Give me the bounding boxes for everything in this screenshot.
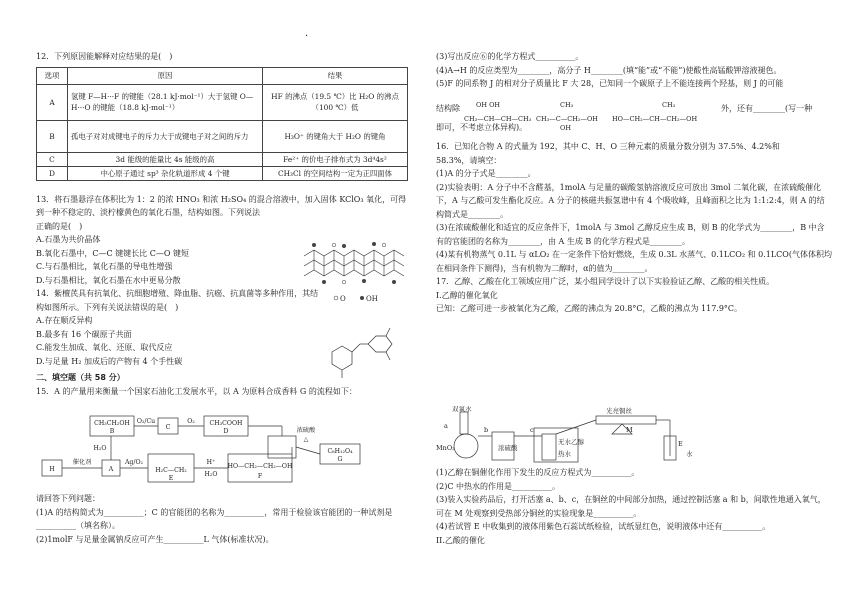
q15-part-3: (3)写出反应⑥的化学方程式__________。 bbox=[436, 52, 584, 61]
label-hot-water: 热水 bbox=[558, 450, 571, 458]
section-2-heading: 二、填空题（共 58 分） bbox=[36, 373, 125, 382]
struct2-oh: OH bbox=[560, 124, 571, 131]
q16-part-1: (1)A 的分子式是________。 bbox=[436, 169, 536, 178]
label-ethanol: 无水乙醇 bbox=[558, 438, 584, 446]
flow-b-letter: B bbox=[109, 428, 115, 435]
flow-h-label: H bbox=[49, 466, 55, 473]
flow-cond-o2cu: O₂/Cu bbox=[136, 418, 156, 425]
q15-part-1: (1)A 的结构简式为__________；C 的官能团的名称为__________，常用于检验该官能团的一种试剂是__________（填名称）。 bbox=[36, 507, 393, 530]
q16-part-2: (2)实验表明：A 分子中不含醛基，1molA 与足量的碳酸氢钠溶液反应可放出 3mol 二氧化碳，在浓硫酸催化下，A 与乙酸可发生酯化反应。A 分子的核磁共振氢谱中有 4 个吸收峰，且峰面积之比为 1:1:2:4，则 A 的结构简式是________。 bbox=[436, 182, 825, 219]
synthesis-flow-diagram bbox=[36, 414, 408, 488]
q12-stem: 12．下列原因能解释对应结果的是( ) bbox=[36, 52, 173, 61]
label-c: c bbox=[530, 426, 534, 434]
struct2-ch3: CH₃ bbox=[560, 101, 574, 109]
label-acid: 浓硫酸 bbox=[498, 444, 518, 452]
copper-tube-m bbox=[596, 416, 656, 424]
funnel-h2o2 bbox=[460, 412, 468, 434]
q16-part-3: (3)在浓硫酸催化和适宜的反应条件下，1molA 与 3mol 乙醇反应生成 B，则 B 的化学式为________，B 中含有的官能团的名称为________，由 A 生成 B 的化学方程式是________。 bbox=[436, 223, 825, 246]
label-h2o2: 双氧水 bbox=[452, 406, 472, 413]
q13-option-a: A.石墨为共价晶体 bbox=[36, 235, 101, 244]
flow-cond-hplus: H⁺ bbox=[206, 459, 216, 466]
label-water: 水 bbox=[686, 450, 693, 458]
flow-cond-conc: 浓硫酸 bbox=[296, 427, 316, 434]
q12-header-cause: 原因 bbox=[68, 67, 263, 84]
q12-row-a-cause: 氢键 F—H···F 的键能（28.1 kJ·mol⁻¹）大于氢键 O—H···O 的键能（18.8 kJ·mol⁻¹） bbox=[68, 84, 263, 120]
q16-part-4: (4)某有机物蒸气 0.1L 与 αLO₂ 在一定条件下恰好燃烧，生成 0.3L 水蒸气、0.1LCO₂ 和 0.1LCO(气体体积均在相同条件下测得)，当有机物为二醇时，α的值为________。 bbox=[436, 250, 832, 273]
header-dot: · bbox=[305, 31, 309, 42]
flow-a-label: A bbox=[108, 466, 114, 473]
pterostilbene-structure-figure bbox=[318, 322, 398, 382]
q15-candidate-structures bbox=[436, 99, 832, 131]
graphite-oxide-structure-figure bbox=[300, 236, 408, 306]
q14-option-d: D.与足量 H₂ 加成后的产物有 4 个手性碳 bbox=[36, 356, 183, 366]
q12-row-c-result: Fe²⁺ 的价电子排布式为 3d⁴4s² bbox=[263, 152, 408, 166]
q12-row-a-opt: A bbox=[37, 84, 68, 120]
q17-known: 已知：乙醛可进一步被氧化为乙酸，乙醛的沸点为 20.8°C，乙酸的沸点为 117.9°C。 bbox=[436, 304, 743, 313]
flow-cond-o2: O₂ bbox=[187, 418, 195, 425]
label-mno2: MnO₂ bbox=[436, 444, 455, 452]
q17-part-2: (2)C 中热水的作用是__________。 bbox=[436, 481, 560, 491]
struct3-ch3: CH₃ bbox=[662, 101, 676, 109]
flow-f-structure: HO—CH₂—CH₂—OH bbox=[227, 463, 293, 470]
q15-stem: 15．A 的产量用来衡量一个国家石油化工发展水平，以 A 为原料合成香料 G 的流程如下： bbox=[36, 386, 357, 396]
label-e: E bbox=[678, 440, 683, 448]
q17-part-1: (1)乙醇在铜催化作用下发生的反应方程式为__________。 bbox=[436, 468, 640, 477]
flow-cond-cat: 催化剂 bbox=[72, 459, 92, 466]
flow-cond-h2o-2: H₂O bbox=[204, 471, 218, 478]
q13-stem-2: 正确的是( ) bbox=[36, 221, 83, 231]
q15-part-5-suffix: 外，还有________(写一种 bbox=[721, 103, 813, 113]
q16-stem-2: 58.3%，请填空： bbox=[436, 155, 502, 165]
q15-part-2: (2)1molF 与足量金属钠反应可产生__________L 气体(标准状况)。 bbox=[36, 534, 274, 544]
flow-e-structure: H₂C—CH₂ bbox=[155, 467, 187, 474]
q17-stem: 17．乙醇、乙酸在化工领域应用广泛，某小组同学设计了以下实验验证乙醇、乙酸的相关性质。 bbox=[436, 277, 775, 286]
q17-section-ii: II.乙酸的催化 bbox=[436, 535, 485, 545]
q15-part-4: (4)A→H 的反应类型为________，高分子 H________(填“能”或“不能”)使酸性高锰酸钾溶液褪色。 bbox=[436, 65, 782, 75]
flow-cond-ago2: Ag/O₂ bbox=[124, 459, 144, 466]
flow-cond-delta: △ bbox=[303, 436, 309, 443]
label-m: M bbox=[626, 426, 633, 434]
label-b: b bbox=[484, 426, 489, 434]
q14-option-a: A.存在顺反异构 bbox=[36, 316, 93, 325]
flow-e-label: E bbox=[168, 475, 174, 482]
q12-row-d-result: CH₃Cl 的空间结构一定为正四面体 bbox=[263, 166, 408, 180]
legend-o-label: O bbox=[340, 295, 346, 303]
q14-option-b: B.最多有 16 个碳原子共面 bbox=[36, 329, 132, 339]
q13-option-d: D.与石墨相比，氧化石墨在水中更易分散 bbox=[36, 275, 181, 285]
flow-g-letter: G bbox=[337, 456, 343, 463]
ethanol-tube bbox=[542, 434, 556, 460]
q12-header-result: 结果 bbox=[263, 67, 408, 84]
ethanol-oxidation-apparatus bbox=[436, 406, 832, 464]
q15-ask: 请回答下列问题： bbox=[36, 494, 100, 503]
q16-stem-1: 16．已知化合物 A 的式量为 192，其中 C、H、O 三种元素的质量分数分别为 37.5%、4.2%和 bbox=[436, 142, 780, 151]
q15-part-5-note: 即可，不考虑立体异构)。 bbox=[436, 122, 528, 132]
q14-stem: 14．紫檀芪具有抗氧化、抗细胞增殖、降血脂、抗癌、抗真菌等多种作用，其结构如图所示。下列有关说法错误的是( ) bbox=[36, 289, 319, 312]
flask-a bbox=[454, 434, 478, 458]
flow-b-formula: CH₃CH₂OH bbox=[94, 420, 130, 427]
legend-oh-label: OH bbox=[366, 295, 378, 303]
q12-row-c-opt: C bbox=[37, 152, 68, 166]
q12-row-d-opt: D bbox=[37, 166, 68, 180]
flow-f-label: F bbox=[257, 473, 263, 480]
struct2-chain: CH₃—C—CH₂—OH bbox=[536, 115, 598, 123]
label-copper: 光亮铜丝 bbox=[606, 407, 632, 415]
q12-row-b-result: H₃O⁺ 的键角大于 H₂O 的键角 bbox=[263, 120, 408, 152]
q12-row-b-opt: B bbox=[37, 120, 68, 152]
q14-option-c: C.能发生加成、氧化、还原、取代反应 bbox=[36, 343, 173, 352]
struct3-chain: HO—CH₂—CH—CH₂—OH bbox=[612, 115, 698, 123]
struct1-oh: OH OH bbox=[476, 101, 501, 109]
q12-row-c-cause: 3d 能级的能量比 4s 能级的高 bbox=[68, 152, 263, 166]
q17-section-i: I.乙醇的催化氧化 bbox=[436, 290, 498, 300]
q15-part-5-prefix: 结构除 bbox=[436, 103, 460, 113]
right-column bbox=[436, 50, 832, 316]
q17-part-3: (3)装入实验药品后，打开活塞 a、b、c，在铜丝的中间部分加热，通过控制活塞 a 和 b，间歇性地通入氧气，可在 M 处观察到受热部分铜丝的实验现象是__________。 bbox=[436, 495, 826, 518]
q12-row-d-cause: 中心原子通过 sp³ 杂化轨道形成 4 个键 bbox=[68, 166, 263, 180]
q15-questions bbox=[36, 492, 408, 546]
q13-stem: 13．将石墨悬浮在体积比为 1：2 的浓 HNO₃ 和浓 H₂SO₄ 的混合溶液中，加入固体 KClO₃ 氧化，可得到一种不稳定的、淡柠檬黄色的氧化石墨，结构如图。下列说法 bbox=[36, 194, 407, 217]
q12-row-b-cause: 孤电子对对成键电子的斥力大于成键电子对之间的斥力 bbox=[68, 120, 263, 152]
struct1-chain: CH₃—CH—CH—CH₃ bbox=[464, 115, 532, 123]
q17-questions bbox=[436, 466, 832, 547]
q12-row-a-result: HF 的沸点（19.5 ℃）比 H₂O 的沸点（100 ℃）低 bbox=[263, 84, 408, 120]
q12-table bbox=[36, 67, 408, 181]
flow-d-letter: D bbox=[223, 428, 229, 435]
q13-option-b: B.氧化石墨中，C—C 键键长比 C—O 键短 bbox=[36, 248, 189, 258]
q15-part-5: (5)F 的同系物 J 的相对分子质量比 F 大 28，已知同一个碳原子上不能连接两个羟基，则 J 的可能 bbox=[436, 79, 784, 88]
q17-part-4: (4)若试管 E 中收集到的液体用紫色石蕊试纸检验，试纸显红色，说明液体中还有__________。 bbox=[436, 522, 771, 531]
flow-c-label: C bbox=[165, 424, 171, 431]
q12-header-option: 选项 bbox=[37, 67, 68, 84]
flow-d-formula: CH₃COOH bbox=[209, 420, 243, 427]
label-a: a bbox=[444, 422, 448, 430]
flow-g-formula: C₈H₁₂O₄ bbox=[327, 448, 353, 455]
flow-cond-h2o: H₂O bbox=[93, 445, 107, 452]
q13-option-c: C.与石墨相比，氧化石墨的导电性增强 bbox=[36, 262, 173, 271]
